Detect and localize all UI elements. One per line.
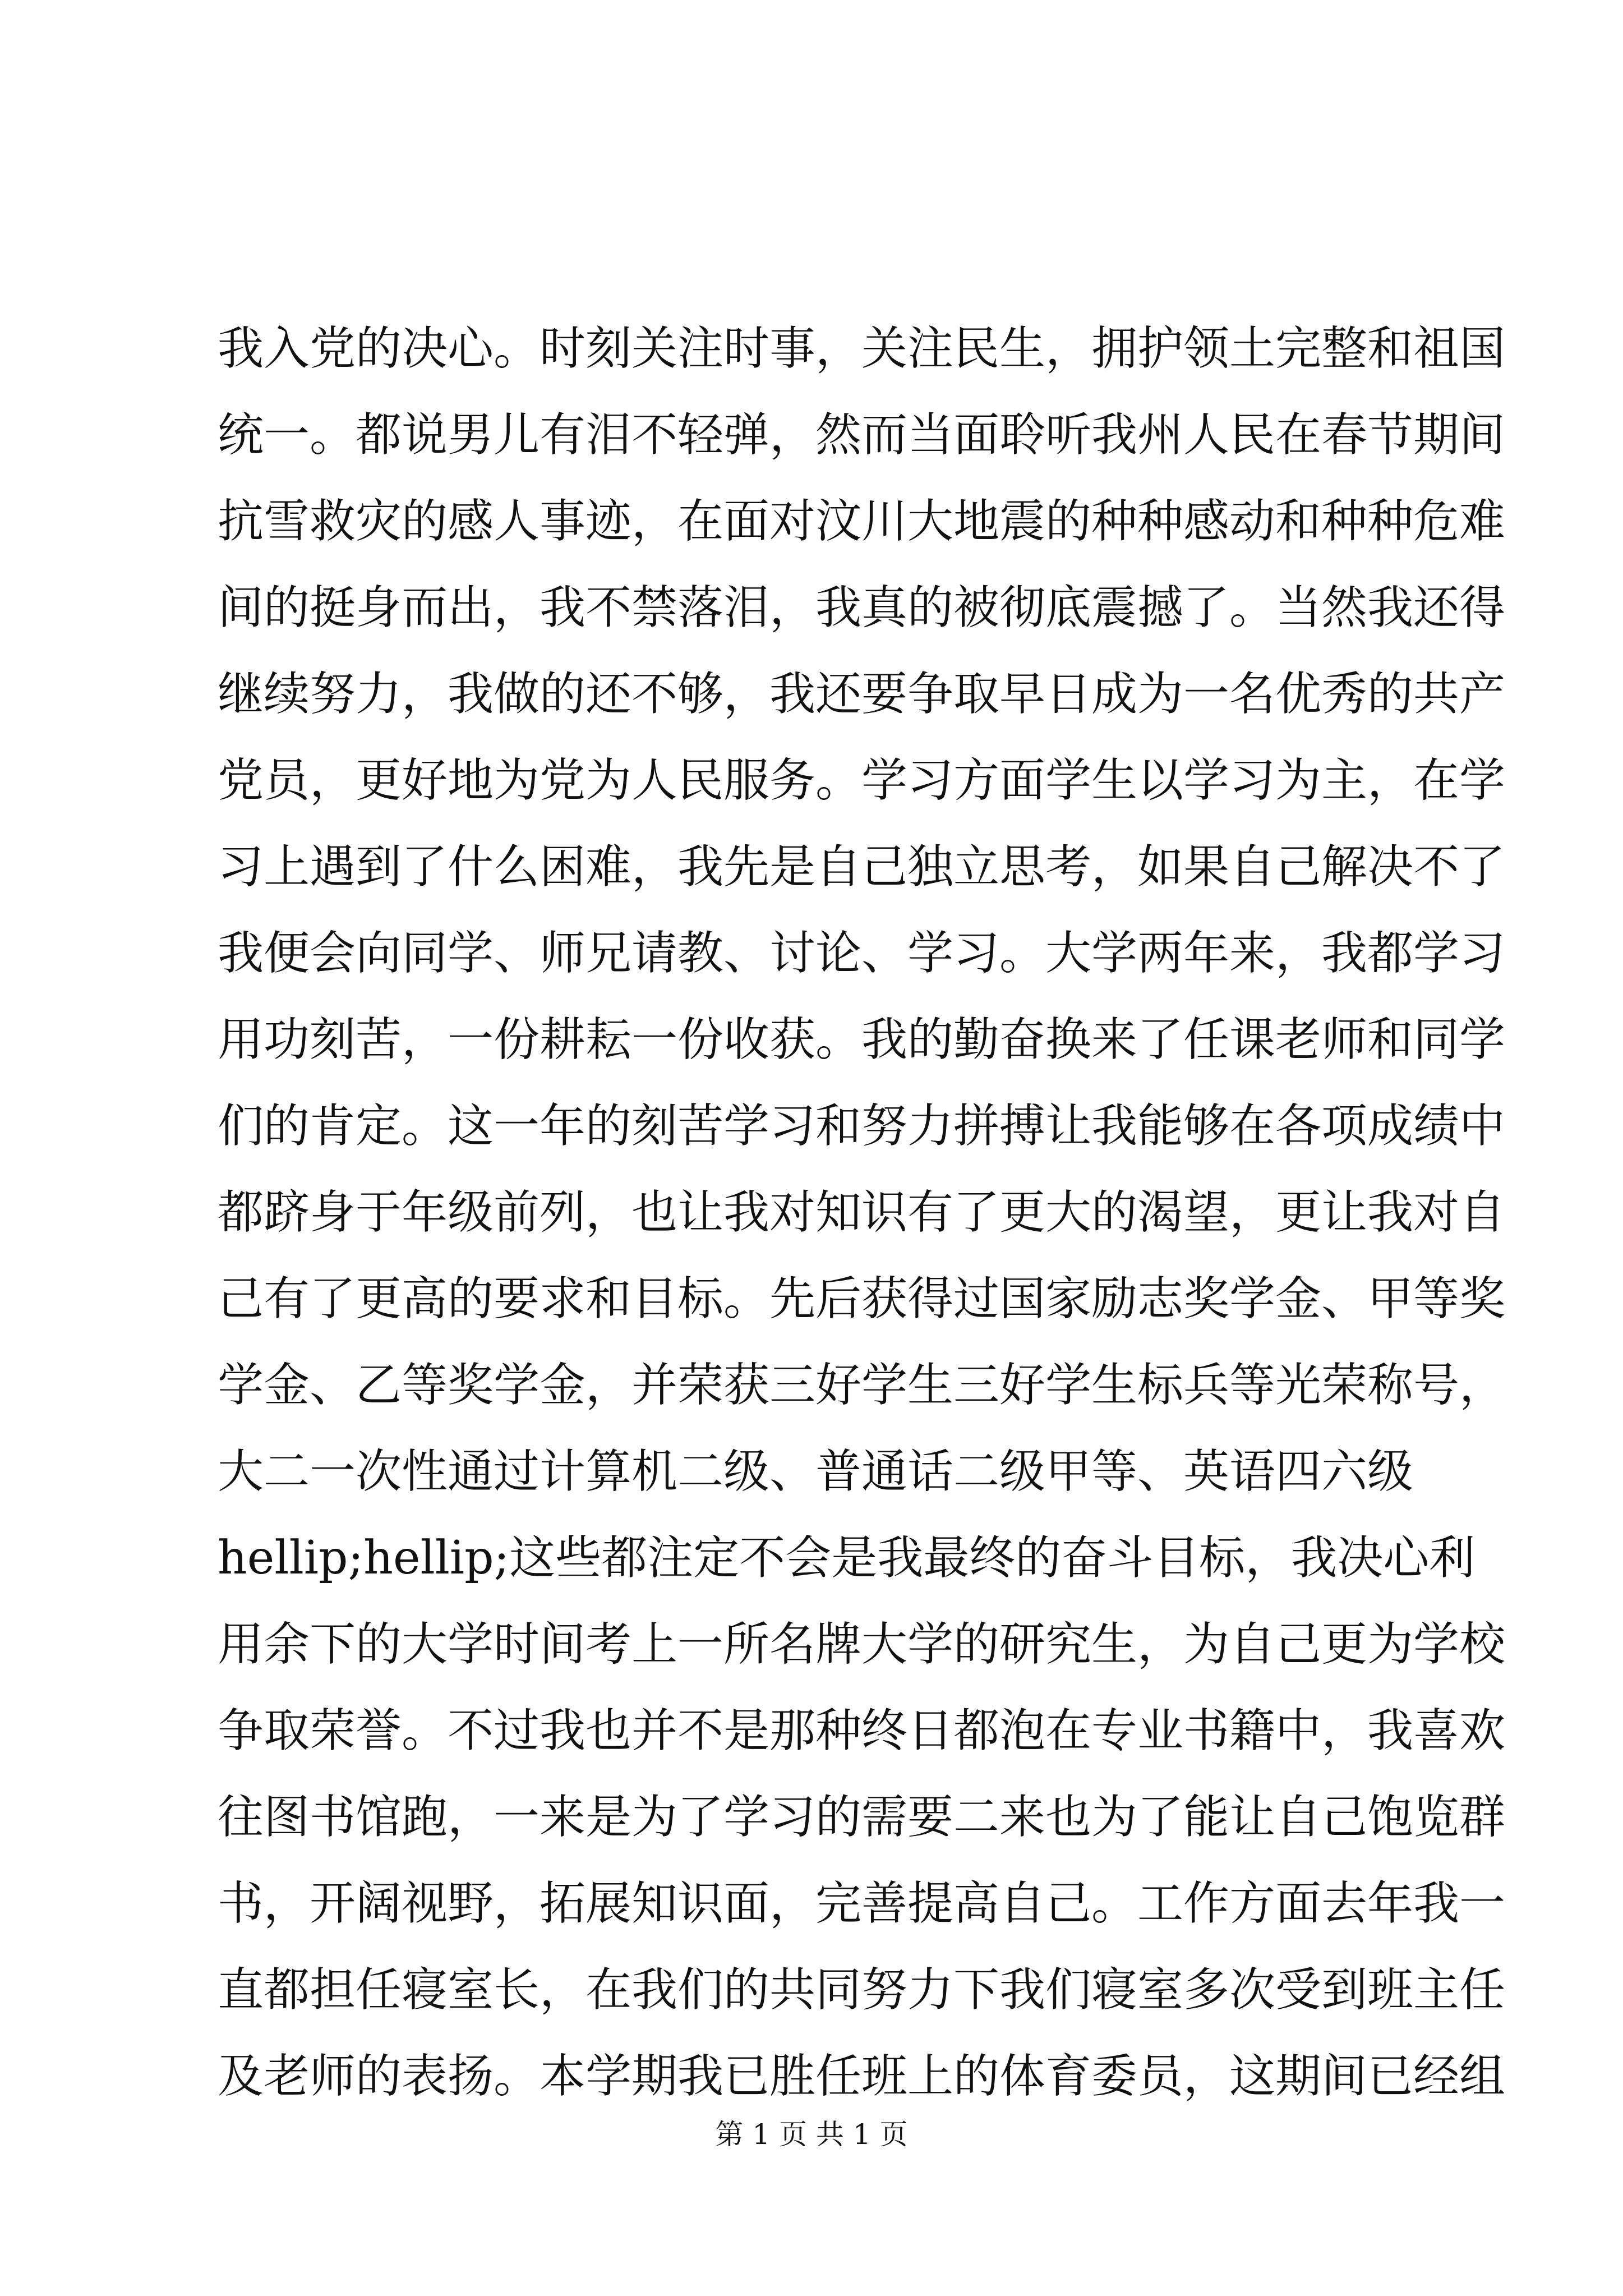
text-line: 们的肯定。这一年的刻苦学习和努力拼搏让我能够在各项成绩中	[218, 1099, 1506, 1153]
text-line: 直都担任寝室长，在我们的共同努力下我们寝室多次受到班主任	[218, 1963, 1506, 2017]
page-footer	[0, 2118, 1623, 2151]
text-line: 抗雪救灾的感人事迹，在面对汶川大地震的种种感动和种种危难	[218, 495, 1506, 548]
text-line: 继续努力，我做的还不够，我还要争取早日成为一名优秀的共产	[218, 668, 1506, 721]
text-line: hellip;hellip;这些都注定不会是我最终的奋斗目标，我决心利	[218, 1531, 1476, 1585]
text-line: 用功刻苦，一份耕耘一份收获。我的勤奋换来了任课老师和同学	[218, 1013, 1506, 1066]
text-line: 习上遇到了什么困难，我先是自己独立思考，如果自己解决不了	[218, 840, 1506, 894]
text-line: 争取荣誉。不过我也并不是那种终日都泡在专业书籍中，我喜欢	[218, 1704, 1506, 1757]
text-line: 己有了更高的要求和目标。先后获得过国家励志奖学金、甲等奖	[218, 1272, 1506, 1326]
text-line: 及老师的表扬。本学期我已胜任班上的体育委员，这期间已经组	[218, 2050, 1506, 2103]
text-line: 间的挺身而出，我不禁落泪，我真的被彻底震撼了。当然我还得	[218, 581, 1506, 634]
text-line: 我入党的决心。时刻关注时事，关注民生，拥护领土完整和祖国	[218, 322, 1506, 375]
page-number-label: 第 1 页 共 1 页	[715, 2118, 908, 2151]
text-line: 都跻身于年级前列，也让我对知识有了更大的渴望，更让我对自	[218, 1186, 1506, 1239]
text-line: 我便会向同学、师兄请教、讨论、学习。大学两年来，我都学习	[218, 927, 1506, 980]
text-line: 书，开阔视野，拓展知识面，完善提高自己。工作方面去年我一	[218, 1877, 1506, 1930]
text-line: 往图书馆跑，一来是为了学习的需要二来也为了能让自己饱览群	[218, 1791, 1506, 1844]
text-line: 统一。都说男儿有泪不轻弹，然而当面聆听我州人民在春节期间	[218, 408, 1506, 462]
body-text	[218, 306, 1506, 2120]
text-line: 大二一次性通过计算机二级、普通话二级甲等、英语四六级	[218, 1445, 1414, 1498]
text-line: 学金、乙等奖学金，并荣获三好学生三好学生标兵等光荣称号，	[218, 1359, 1506, 1412]
text-line: 用余下的大学时间考上一所名牌大学的研究生，为自己更为学校	[218, 1618, 1506, 1671]
text-line: 党员，更好地为党为人民服务。学习方面学生以学习为主，在学	[218, 754, 1506, 807]
